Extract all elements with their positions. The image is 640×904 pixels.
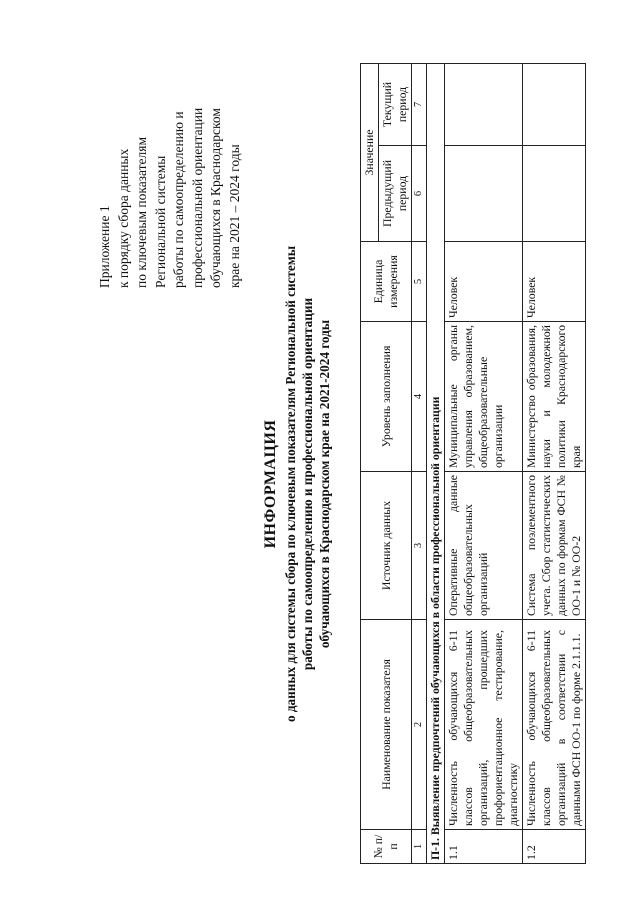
- appendix-line: Региональной системы: [152, 155, 168, 288]
- row-unit: Человек: [445, 242, 523, 322]
- row-source: Оперативные данные общеобразовательных организаций: [445, 472, 523, 620]
- header-source: Источник данных: [361, 472, 412, 620]
- appendix-line: обучающихся в Краснодарском: [208, 108, 223, 288]
- row-level: Муниципальные органы управления образованием, общеобразовательные организации: [445, 322, 523, 472]
- row-prev: [523, 146, 586, 242]
- column-number: 5: [412, 242, 427, 322]
- row-source: Система поэлементного учета. Сбор статистических данных по формам ФСН № ОО-1 и № ОО-2: [523, 472, 586, 620]
- document-title: [262, 104, 333, 864]
- row-cur: [523, 64, 586, 146]
- column-number: 1: [412, 830, 427, 864]
- section-title: П-1. Выявление предпочтений обучающихся в области профессиональной ориентации: [427, 64, 445, 864]
- row-name: Численность обучающихся 6-11 классов общеобразовательных организаций в соответствии с данными ФСН ОО-1 по форме 2.1.1.1.: [523, 620, 586, 830]
- appendix-line: работы по самоопределению и: [171, 111, 186, 288]
- title-line: обучающихся в Краснодарском крае на 2021-2024 годы: [317, 319, 332, 649]
- section-row: [427, 64, 445, 864]
- title-heading: ИНФОРМАЦИЯ: [262, 419, 279, 549]
- column-number: 6: [412, 146, 427, 242]
- appendix-line: крае на 2021 – 2024 годы: [226, 144, 242, 288]
- title-line: работы по самоопределению и профессиональной ориентации: [300, 297, 315, 671]
- header-cur: Текущий период: [379, 64, 412, 146]
- header-num: № п/п: [361, 830, 412, 864]
- column-number: 3: [412, 472, 427, 620]
- header-level: Уровень заполнения: [361, 322, 412, 472]
- column-number: 7: [412, 64, 427, 146]
- appendix-line: по ключевым показателям: [134, 136, 149, 288]
- header-prev: Предыдущий период: [379, 146, 412, 242]
- column-number: 4: [412, 322, 427, 472]
- row-level: Министерство образования, науки и молодежной политики Краснодарского края: [523, 322, 586, 472]
- header-row: [361, 64, 379, 864]
- row-num: 1.2: [523, 830, 586, 864]
- appendix-line: к порядку сбора данных: [115, 148, 131, 288]
- row-name: Численность обучающихся 6-11 классов общеобразовательных организаций, прошедших профориентационное тестирование, диагностику: [445, 620, 523, 830]
- row-cur: [445, 64, 523, 146]
- appendix-line: профессиональной ориентации: [189, 107, 205, 288]
- column-numbers-row: [412, 64, 427, 864]
- appendix-line: Приложение 1: [97, 205, 112, 288]
- header-unit: Единица измерения: [361, 242, 412, 322]
- header-value: Значение: [361, 64, 379, 242]
- table-row: [523, 64, 586, 864]
- row-prev: [445, 146, 523, 242]
- row-num: 1.1: [445, 830, 523, 864]
- indicators-table: [360, 63, 586, 864]
- table-row: [445, 64, 523, 864]
- header-name: Наименование показателя: [361, 620, 412, 830]
- title-line: о данных для системы сбора по ключевым показателям Региональной системы: [283, 245, 298, 723]
- column-number: 2: [412, 620, 427, 830]
- appendix-note: [96, 48, 244, 288]
- row-unit: Человек: [523, 242, 586, 322]
